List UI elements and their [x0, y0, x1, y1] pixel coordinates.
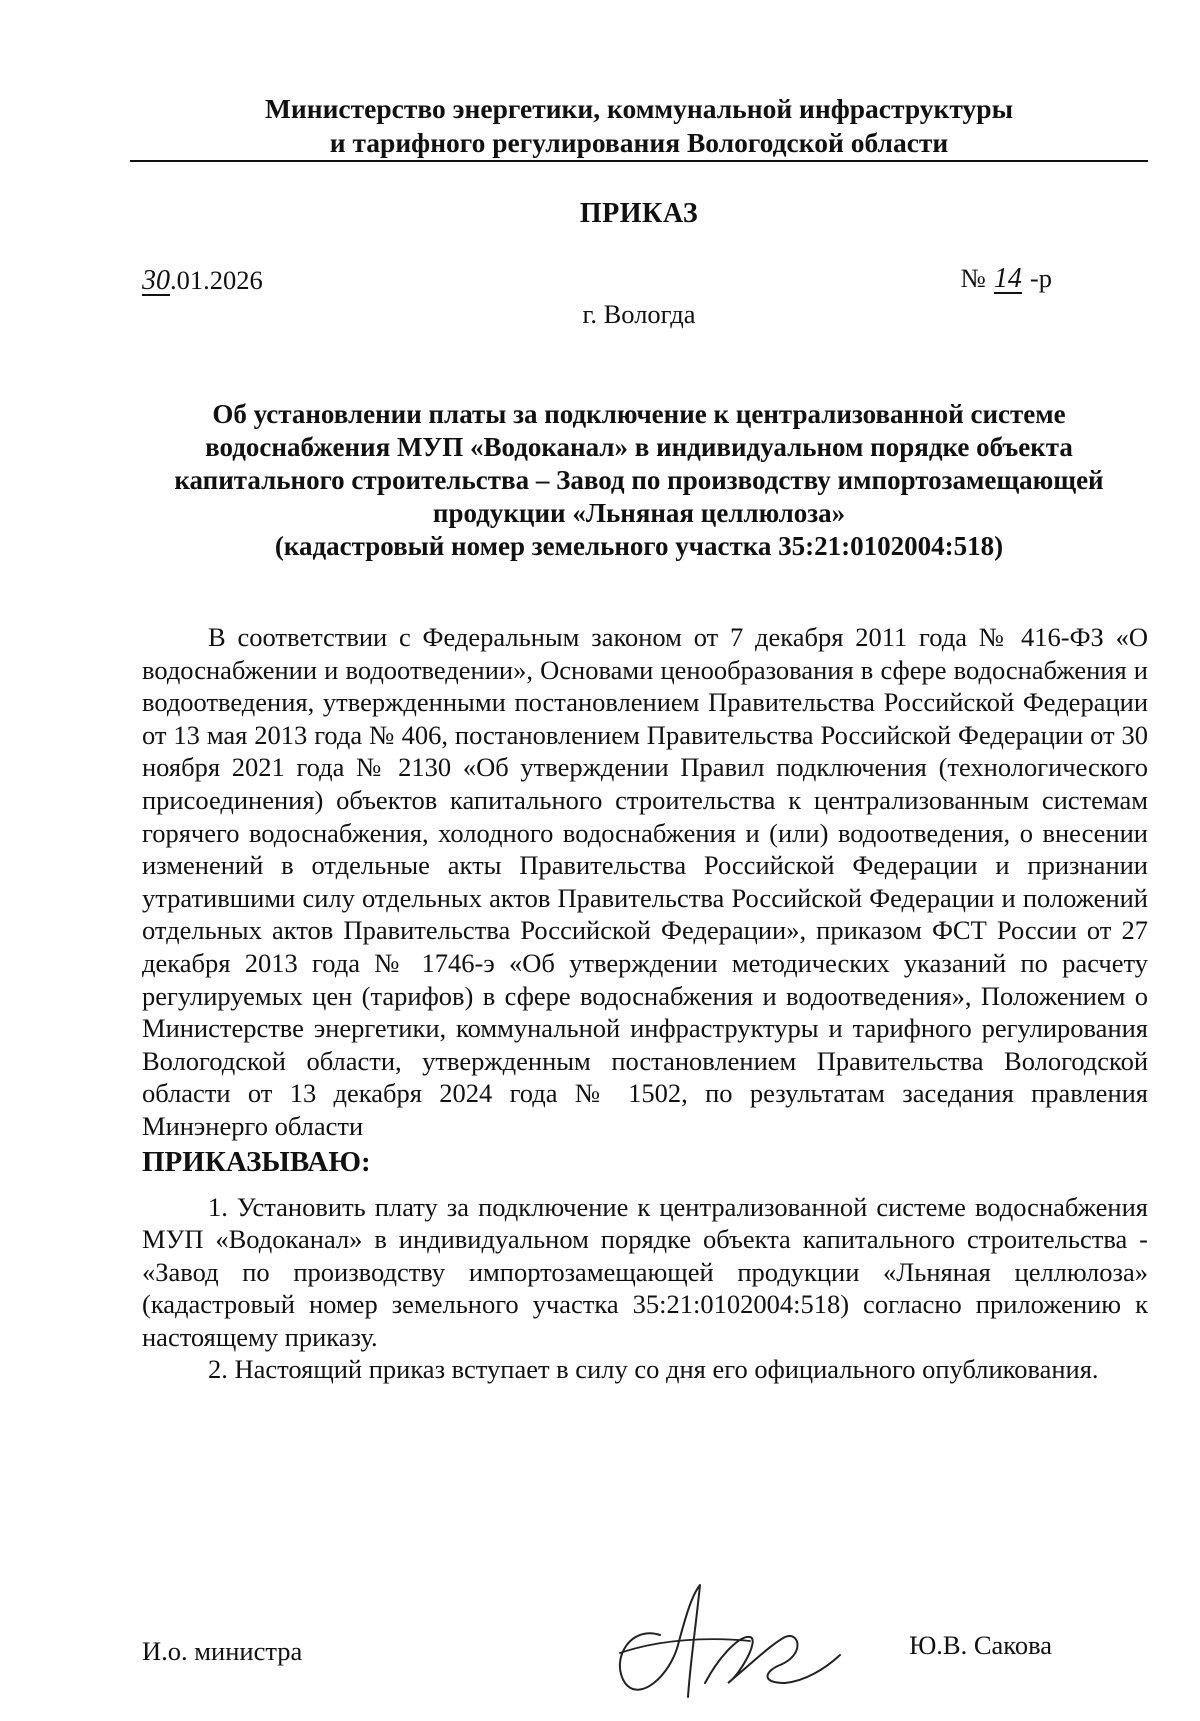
- subject-line: Об установлении платы за подключение к централизованной системе: [212, 399, 1066, 429]
- subject-line: продукции «Льняная целлюлоза»: [432, 498, 846, 528]
- number-suffix: -р: [1029, 263, 1052, 293]
- order-items: [142, 1191, 1148, 1387]
- header-divider: [130, 160, 1148, 162]
- subject-line: (кадастровый номер земельного участка 35:21:0102004:518): [274, 531, 1004, 561]
- order-subject: [130, 398, 1148, 563]
- date-day-handwritten: 30: [142, 265, 170, 296]
- city: г. Вологда: [582, 299, 696, 329]
- order-item-2: 2. Настоящий приказ вступает в силу со дня его официального опубликования.: [208, 1354, 1099, 1385]
- orders-word: ПРИКАЗЫВАЮ:: [142, 1145, 371, 1178]
- order-title: ПРИКАЗ: [579, 198, 699, 229]
- ministry-name-line1: Министерство энергетики, коммунальной инфраструктуры: [264, 93, 1014, 124]
- date-rest: .01.2026: [170, 265, 263, 295]
- order-date: [142, 265, 263, 297]
- number-value-handwritten: 14: [993, 263, 1022, 294]
- signature-image: [600, 1565, 845, 1705]
- subject-line: водоснабжения МУП «Водоканал» в индивидуальном порядке объекта: [205, 432, 1073, 462]
- number-prefix: №: [960, 263, 986, 293]
- ministry-header: [130, 92, 1148, 160]
- subject-line: капитального строительства – Завод по производству импортозамещающей: [174, 465, 1104, 495]
- signer-name: Ю.В. Сакова: [909, 1630, 1052, 1660]
- order-number: [961, 263, 1052, 295]
- preamble-paragraph: В соответствии с Федеральным законом от 7 декабря 2011 года № 416-ФЗ «О водоснабжении и водоотведении», Основами ценообразования в сфере водоснабжения и водоотведения, утвержденными постановлением Правительства Российской Федерации от 13 мая 2013 года № 406, постановлением Правительства Российской Федерации от 30 ноября 2021 года № 2130 «Об утверждении Правил подключения (технологического присоединения) объектов капитального строительства к централизованным системам горячего водоснабжения, холодного водоснабжения и (или) водоотведения, о внесении изменений в отдельные акты Правительства Российской Федерации и признании утратившими силу отдельных актов Правительства Российской Федерации и положений отдельных актов Правительства Российской Федерации», приказом ФСТ России от 27 декабря 2013 года № 1746-э «Об утверждении методических указаний по расчету регулируемых цен (тарифов) в сфере водоснабжения и водоотведения», Положением о Министерстве энергетики, коммунальной инфраструктуры и тарифного регулирования Вологодской области, утвержденным постановлением Правительства Вологодской области от 13 декабря 2024 года № 1502, по результатам заседания правления Минэнерго области: [142, 622, 1148, 1141]
- signer-role: И.о. министра: [142, 1636, 303, 1666]
- order-item-1: 1. Установить плату за подключение к централизованной системе водоснабжения МУП «Водоканал» в индивидуальном порядке объекта капитального строительства - «Завод по производству импортозамещающей продукции «Льняная целлюлоза» (кадастровый номер земельного участка 35:21:0102004:518) согласно приложению к настоящему приказу.: [142, 1191, 1148, 1352]
- ministry-name-line2: и тарифного регулирования Вологодской области: [329, 127, 949, 158]
- order-body: [142, 621, 1148, 1386]
